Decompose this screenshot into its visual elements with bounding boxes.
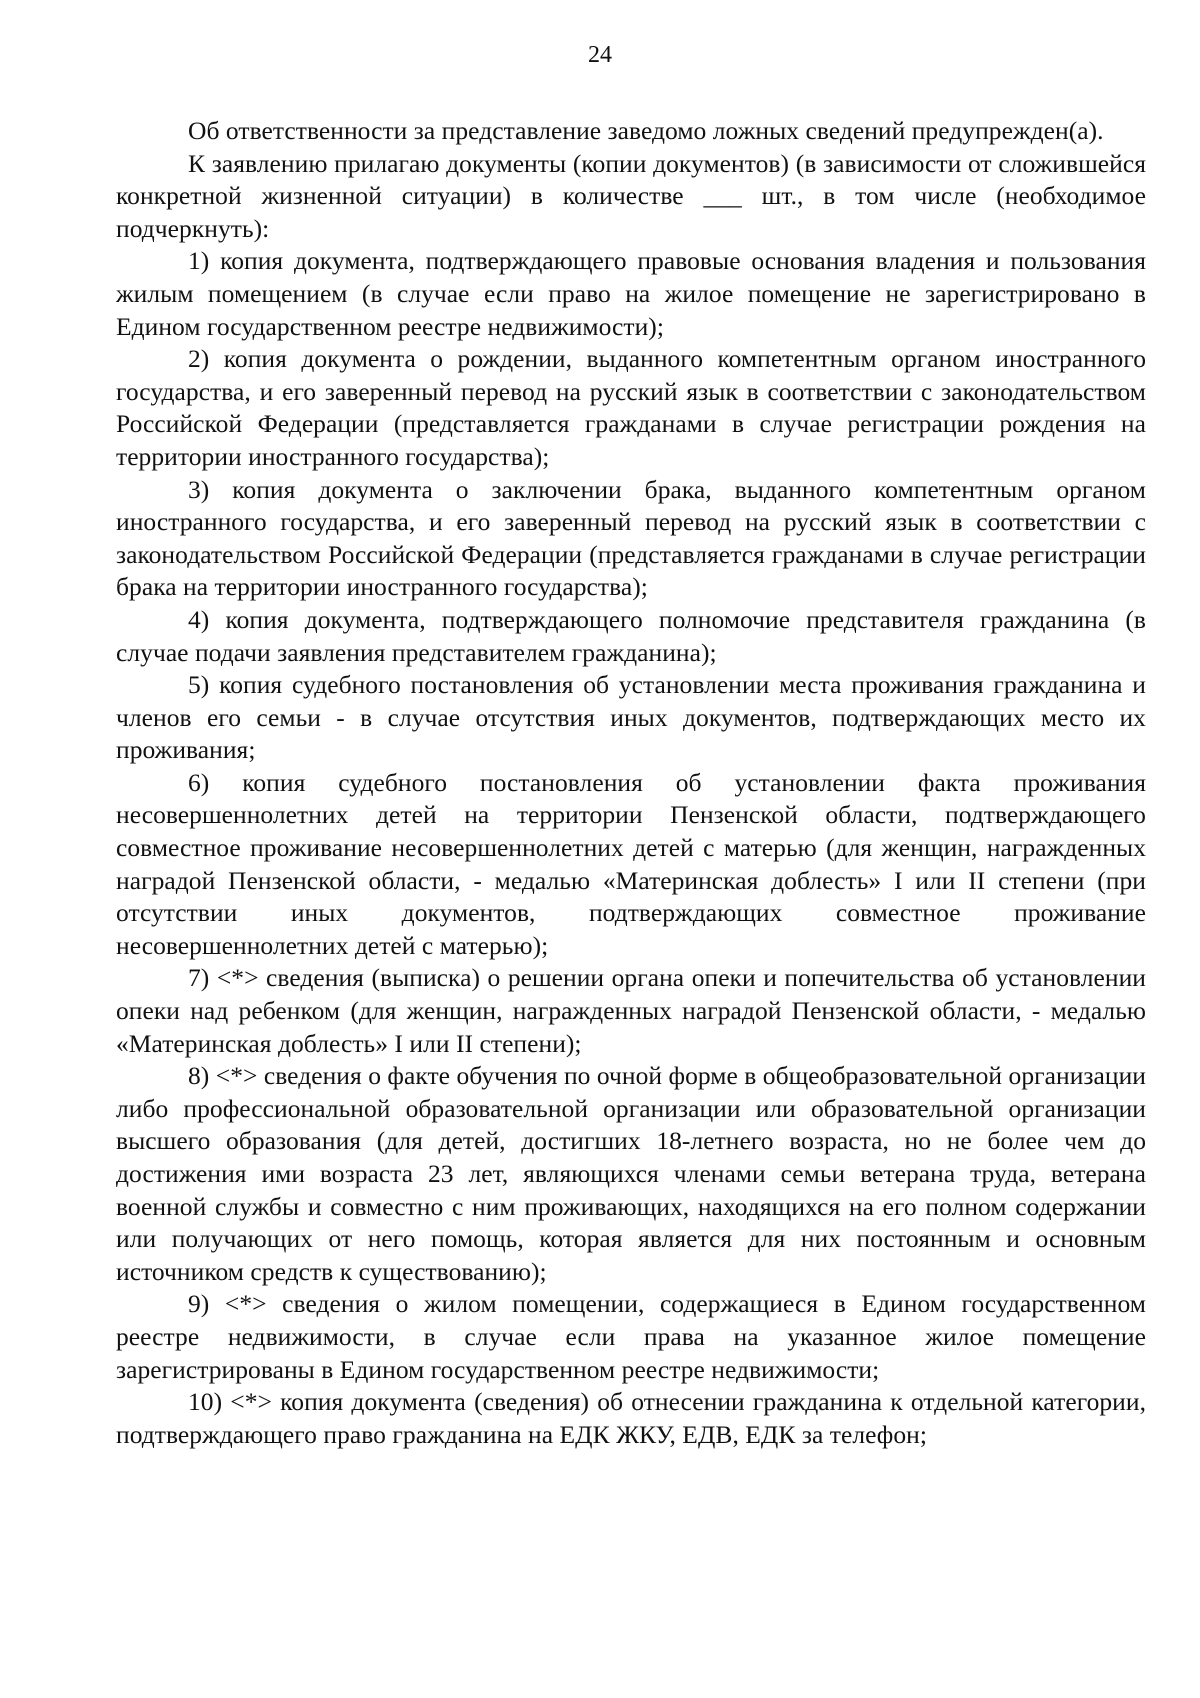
- list-item-4: 4) копия документа, подтверждающего полномочие представителя гражданина (в случае подачи заявления представителем гражданина);: [116, 604, 1146, 667]
- list-item-8: 8) <*> сведения о факте обучения по очной форме в общеобразовательной организации либо профессиональной образовательной организации или образовательной организации высшего образования (для детей, достигших 18-летнего возраста, но не более чем до достижения ими возраста 23 лет, являющихся членами семьи ветерана труда, ветерана военной службы и совместно с ним проживающих, находящихся на его полном содержании или получающих от него помощь, которая является для них постоянным и основным источником средств к существованию);: [116, 1061, 1146, 1286]
- list-item-3: 3) копия документа о заключении брака, выданного компетентным органом иностранного государства, и его заверенный перевод на русский язык в соответствии с законодательством Российской Федерации (представляется гражданами в случае регистрации брака на территории иностранного государства);: [116, 474, 1146, 602]
- list-item-2: 2) копия документа о рождении, выданного компетентным органом иностранного государства, и его заверенный перевод на русский язык в соответствии с законодательством Российской Федерации (представляется гражданами в случае регистрации рождения на территории иностранного государства);: [116, 344, 1146, 471]
- document-body: [116, 115, 1146, 1451]
- list-item-6: 6) копия судебного постановления об установлении факта проживания несовершеннолетних детей на территории Пензенской области, подтверждающего совместное проживание несовершеннолетних детей с матерью (для женщин, награжденных наградой Пензенской области, - медалью «Материнская доблесть» I или II степени (при отсутствии иных документов, подтверждающих совместное проживание несовершеннолетних детей с матерью);: [116, 767, 1146, 960]
- list-item-7: 7) <*> сведения (выписка) о решении органа опеки и попечительства об установлении опеки над ребенком (для женщин, награжденных наградой Пензенской области, - медалью «Материнская доблесть» I или II степени);: [116, 963, 1146, 1058]
- list-item-1: 1) копия документа, подтверждающего правовые основания владения и пользования жилым помещением (в случае если право на жилое помещение не зарегистрировано в Едином государственном реестре недвижимости);: [116, 246, 1146, 341]
- list-item-9: 9) <*> сведения о жилом помещении, содержащиеся в Едином государственном реестре недвижимости, в случае если права на указанное жилое помещение зарегистрированы в Едином государственном реестре недвижимости;: [116, 1289, 1146, 1384]
- list-item-5: 5) копия судебного постановления об установлении места проживания гражданина и членов его семьи - в случае отсутствия иных документов, подтверждающих место их проживания;: [116, 670, 1146, 765]
- paragraph-liability-warning: Об ответственности за представление заведомо ложных сведений предупрежден(а).: [188, 116, 1104, 145]
- paragraph-attached-documents: К заявлению прилагаю документы (копии документов) (в зависимости от сложившейся конкретной жизненной ситуации) в количестве ___ шт., в том числе (необходимое подчеркнуть):: [116, 148, 1146, 243]
- list-item-10: 10) <*> копия документа (сведения) об отнесении гражданина к отдельной категории, подтверждающего право гражданина на ЕДК ЖКУ, ЕДВ, ЕДК за телефон;: [116, 1387, 1146, 1449]
- page-number: 24: [588, 42, 612, 68]
